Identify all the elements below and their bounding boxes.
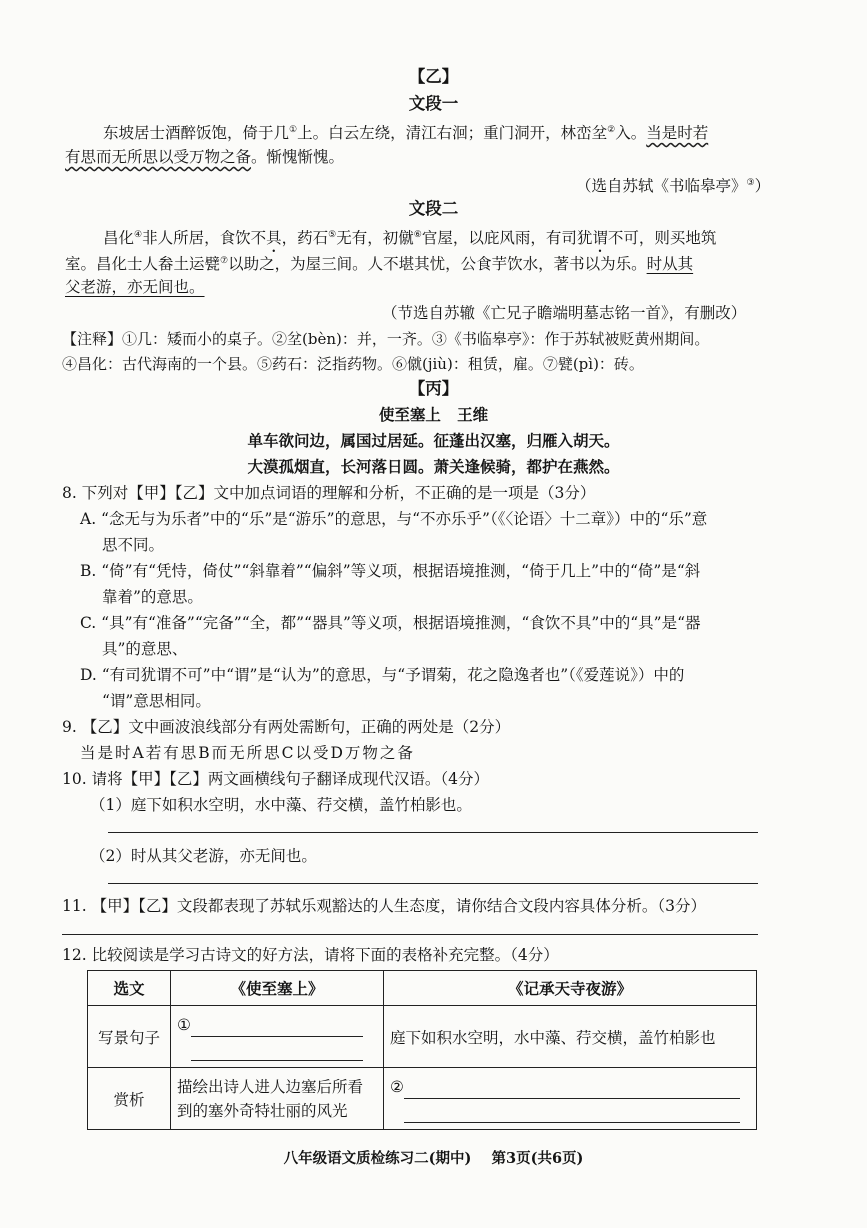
q10-sentence1: （1）庭下如积水空明，水中藻、荇交横，盖竹柏影也。 <box>90 796 472 814</box>
table-row <box>88 1068 757 1130</box>
table-cell <box>171 1068 384 1130</box>
analysis-line1: 描绘出诗人进人边塞后所看 <box>177 1077 364 1096</box>
q8-option-b-cont: 靠着”的意思。 <box>102 588 203 606</box>
q9-stem: 9. 【乙】文中画波浪线部分有两处需断句，正确的两处是（2分） <box>62 718 511 736</box>
notes-line1: 【注释】①几：矮而小的桌子。②坌(bèn)：并，一齐。③《书临皋亭》：作于苏轼被贬黄州期间。 <box>62 330 710 348</box>
q8-option-d: D. “有司犹谓不可”中“谓”是“认为”的意思，与“予谓菊，花之隐逸者也”（《爱莲说》）中的 <box>80 666 685 684</box>
blank-marker: ② <box>390 1077 404 1096</box>
q8-stem: 8. 下列对【甲】【乙】文中加点词语的理解和分析，不正确的是一项是（3分） <box>62 484 596 502</box>
q8-option-d-cont: “谓”意思相同。 <box>102 692 211 710</box>
analysis-line2: 到的塞外奇特壮丽的风光 <box>177 1101 348 1120</box>
q8-option-b: B. “倚”有“凭恃，倚仗”“斜靠着”“偏斜”等义项，根据语境推测，“倚于几上”中的“倚”是“斜 <box>80 562 701 580</box>
poem-author: 王维 <box>457 405 489 424</box>
q10-answer-line1[interactable] <box>108 832 758 833</box>
wavy-underline-text: 有思而无所思以受万物之备 <box>65 148 252 166</box>
notes-line2: ④昌化：古代海南的一个县。⑤药石：泛指药物。⑥僦(jiù)：租赁，雇。⑦甓(pì)：砖。 <box>62 355 644 373</box>
para2-line2: 室。昌化士人畚土运甓⑦以助之，为屋三间。人不堪其忧，公食芋饮水，著书以为乐。时从其 <box>65 255 694 274</box>
table-row <box>88 1006 757 1068</box>
q10-sentence2: （2）时从其父老游，亦无间也。 <box>90 847 317 865</box>
table-header-row <box>88 971 757 1006</box>
table-header-cell: 选文 <box>88 971 171 1006</box>
para1-line1: 东坡居士酒醉饭饱，倚于几①上。白云左绕，清江右洄；重门洞开，林峦坌②入。当是时若 <box>103 124 709 143</box>
q10-stem: 10. 请将【甲】【乙】两文画横线句子翻译成现代汉语。（4分） <box>62 770 489 788</box>
section-bing-header: 【丙】 <box>408 379 459 398</box>
para1-line2: 有思而无所思以受万物之备。惭愧惭愧。 <box>65 148 345 166</box>
q12-stem: 12. 比较阅读是学习古诗文的好方法，请将下面的表格补充完整。（4分） <box>62 946 559 964</box>
table-row-label: 赏析 <box>88 1068 171 1130</box>
q11-stem: 11. 【甲】【乙】文段都表现了苏轼乐观豁达的人生态度，请你结合文段内容具体分析。（3分） <box>62 897 706 915</box>
table-cell: 庭下如积水空明，水中藻、荇交横，盖竹柏影也 <box>384 1006 757 1068</box>
underlined-text: 父老游，亦无间也。 <box>65 278 205 296</box>
para1-source: （选自苏轼《书临皋亭》③） <box>576 177 771 196</box>
answer-blank[interactable] <box>404 1122 740 1123</box>
section-yi-header: 【乙】 <box>408 67 459 86</box>
table-answer-cell[interactable] <box>384 1068 757 1130</box>
q8-option-c: C. “具”有“准备”“完备”“全，都”“器具”等义项，根据语境推测，“食饮不具”中的“具”是“器 <box>80 614 701 632</box>
poem-line2: 大漠孤烟直，长河落日圆。萧关逢候骑，都护在燕然。 <box>247 457 620 476</box>
poem-heading <box>0 404 867 426</box>
comparison-table <box>87 970 757 1130</box>
para2-line1: 昌化④非人所居，食饮不具，药石⑤无有，初僦⑥官屋，以庇风雨，有司犹谓不可，则买地筑 <box>103 229 717 248</box>
q11-answer-line[interactable] <box>62 934 758 935</box>
underlined-text: 时从其 <box>646 255 694 274</box>
q10-answer-line2[interactable] <box>108 883 758 884</box>
q8-option-a-cont: 思不同。 <box>102 536 165 554</box>
poem-line1: 单车欲问边，属国过居延。征蓬出汉塞，归雁入胡天。 <box>247 431 620 450</box>
para1-title: 文段一 <box>408 94 459 113</box>
para2-line3 <box>65 276 205 298</box>
wavy-underline-text: 当是时若 <box>646 124 709 143</box>
q8-option-a: A. “念无与为乐者”中的“乐”是“游乐”的意思，与“不亦乐乎”（《〈论语〉十二章》）中的“乐”意 <box>80 510 708 528</box>
page-footer: 八年级语文质检练习二(期中) 第3页(共6页) <box>283 1150 584 1167</box>
q8-option-c-cont: 具”的意思、 <box>102 640 188 658</box>
blank-marker: ① <box>177 1015 191 1034</box>
table-header-cell: 《记承天寺夜游》 <box>384 971 757 1006</box>
table-header-cell: 《使至塞上》 <box>171 971 384 1006</box>
poem-title: 使至塞上 <box>378 405 441 424</box>
para2-source: （节选自苏辙《亡兄子瞻端明墓志铭一首》，有删改） <box>382 304 747 322</box>
table-row-label: 写景句子 <box>88 1006 171 1068</box>
table-answer-cell[interactable] <box>171 1006 384 1068</box>
answer-blank[interactable] <box>191 1060 363 1061</box>
q9-sentence: 当是时A若有思B而无所思C以受D万物之备 <box>80 744 415 762</box>
para2-title: 文段二 <box>408 199 459 218</box>
